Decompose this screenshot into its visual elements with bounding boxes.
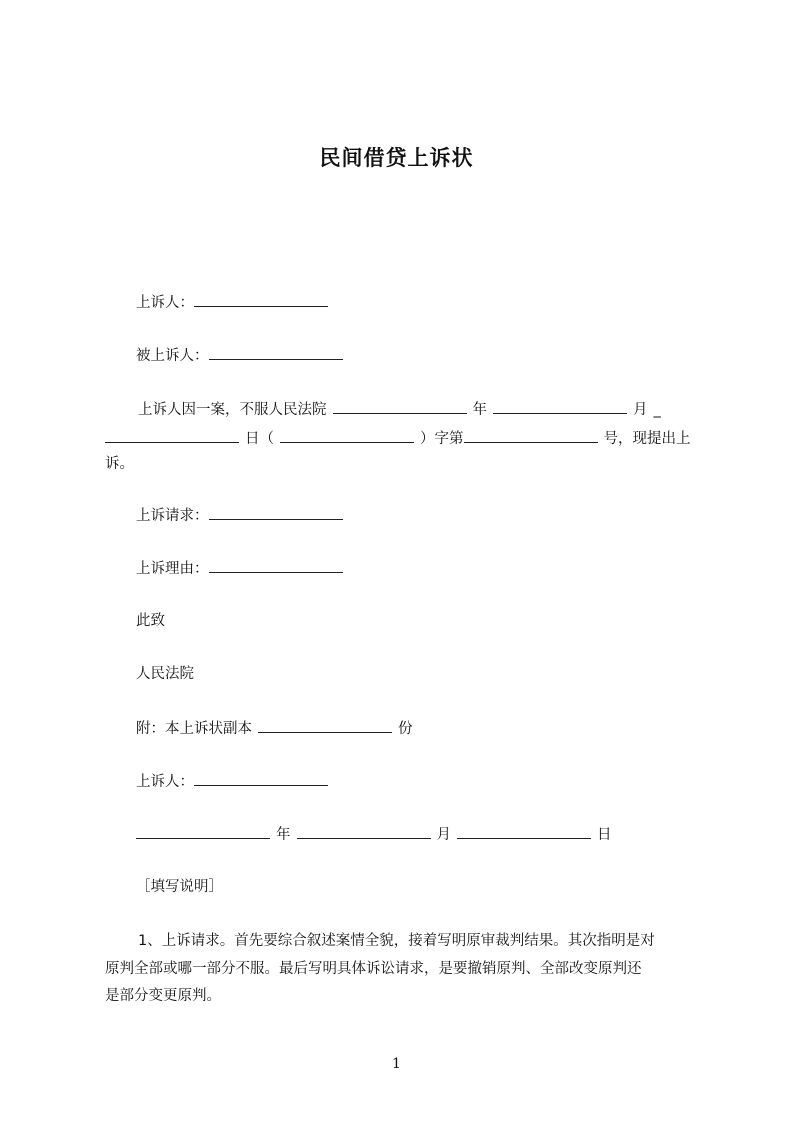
reason-line	[136, 558, 343, 579]
case-intro-line	[138, 399, 661, 420]
court: 人民法院	[136, 666, 194, 682]
appellant-label: 上诉人：	[136, 295, 194, 311]
sign-day-blank[interactable]	[457, 824, 591, 839]
reason-label: 上诉理由：	[136, 561, 209, 577]
salutation-line	[136, 611, 165, 631]
court-line	[136, 664, 194, 684]
case-intro-text: 上诉人因一案，不服人民法院	[138, 402, 327, 418]
instructions-heading: ［填写说明］	[136, 879, 223, 895]
day-blank[interactable]	[105, 428, 239, 443]
instructions-heading-line	[136, 877, 223, 897]
signature-line	[136, 771, 328, 792]
salutation: 此致	[136, 613, 165, 629]
appellee-blank[interactable]	[209, 345, 343, 360]
appellant-line	[136, 292, 328, 313]
copies-blank[interactable]	[258, 718, 392, 733]
sign-year-label: 年	[276, 827, 291, 843]
instruction-1-line-2: 原判全部或哪一部分不服。最后写明具体诉讼请求，是要撤销原判、全部改变原判还	[105, 961, 642, 977]
year-blank[interactable]	[493, 399, 627, 414]
court-name-blank[interactable]	[333, 399, 467, 414]
appeal-tail: 诉。	[105, 456, 134, 472]
appellee-line	[136, 345, 343, 366]
signature-label: 上诉人：	[136, 774, 194, 790]
request-line	[136, 505, 343, 526]
request-blank[interactable]	[209, 505, 343, 520]
document-title: 民间借贷上诉状	[319, 146, 474, 170]
case-number-line	[105, 428, 691, 449]
case-year-blank[interactable]	[280, 428, 414, 443]
paren-close: ）字第	[420, 431, 464, 447]
sign-month-label: 月	[436, 827, 451, 843]
month-tail: _	[653, 402, 661, 418]
date-line	[136, 824, 612, 845]
attachment-line	[136, 718, 413, 739]
attachment-prefix: 附：本上诉状副本	[136, 721, 252, 737]
attachment-unit: 份	[398, 721, 413, 737]
number-suffix: 号，现提出上	[603, 431, 691, 447]
page-number: 1	[392, 1056, 401, 1072]
sign-day-label: 日	[597, 827, 612, 843]
month-label: 月	[633, 402, 648, 418]
instruction-1-line-1: 1、上诉请求。首先要综合叙述案情全貌，接着写明原审裁判结果。其次指明是对	[138, 933, 655, 949]
signature-blank[interactable]	[194, 771, 328, 786]
sign-month-blank[interactable]	[297, 824, 431, 839]
instruction-1-line-3: 是部分变更原判。	[105, 988, 221, 1004]
year-label: 年	[472, 402, 487, 418]
appellee-label: 被上诉人：	[136, 348, 209, 364]
appellant-blank[interactable]	[194, 292, 328, 307]
request-label: 上诉请求：	[136, 508, 209, 524]
appeal-tail-line	[105, 454, 134, 474]
case-number-blank[interactable]	[464, 428, 598, 443]
reason-blank[interactable]	[209, 558, 343, 573]
paren-open: 日（	[245, 431, 274, 447]
sign-year-blank[interactable]	[136, 824, 270, 839]
